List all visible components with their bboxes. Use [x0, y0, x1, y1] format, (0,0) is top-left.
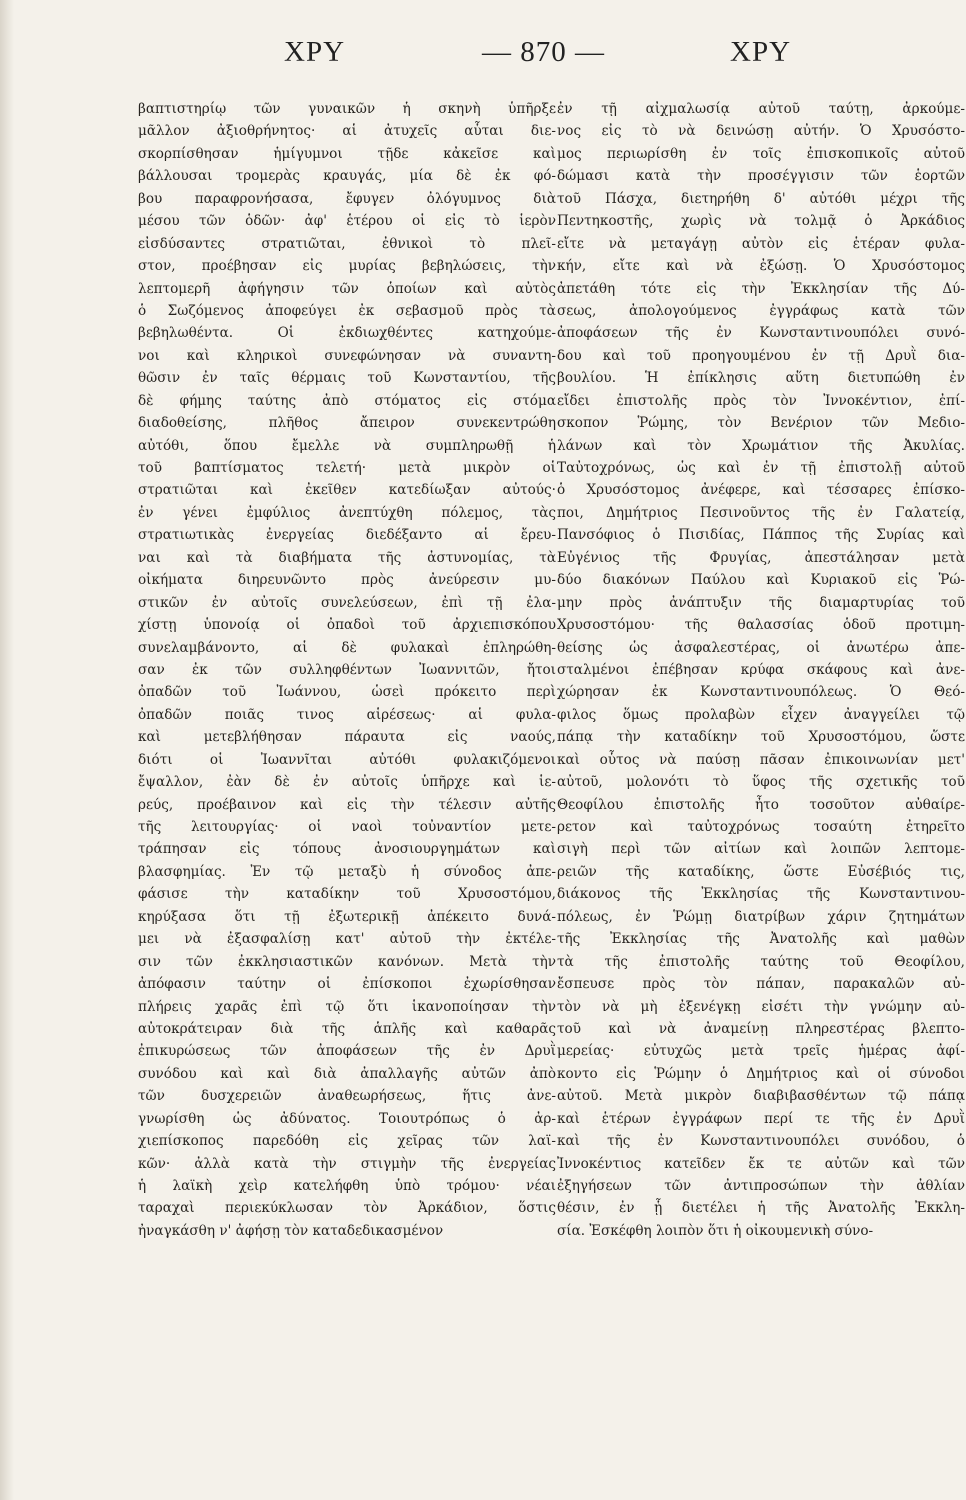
text-line: τὸν νὰ μὴ ἐξενέγκῃ εἰσέτι τὴν γνώμην αὐ- [557, 998, 965, 1015]
text-line: ρεύς, προέβαινον καὶ εἰς τὴν τέλεσιν αὐτῆς [138, 796, 556, 813]
text-line: ἔψαλλον, ἐὰν δὲ ἐν αὐτοῖς ὑπῆρχε καὶ ἱε- [138, 774, 556, 791]
page-spine-shadow [0, 0, 14, 1500]
text-line: ἐπικυρώσεως τῶν ἀποφάσεων τῆς ἐν Δρυῒ [138, 1043, 556, 1060]
text-line: σκορπίσθησαν ἡμίγυμνοι τῇδε κἀκεῖσε καὶ [138, 145, 556, 162]
text-line: κήν, εἴτε καὶ νὰ ἐξώσῃ. Ὁ Χρυσόστομος [557, 258, 965, 275]
text-line: Πανσόφιος ὁ Πισιδίας, Πάππος τῆς Συρίας καὶ [557, 527, 965, 544]
text-line: τῆς λειτουργίας· οἱ ναοὶ τοὐναντίον μετε- [138, 819, 556, 835]
text-line: Εὐγένιος τῆς Φρυγίας, ἀπεστάλησαν μετὰ [557, 549, 965, 566]
text-line: σαν ἐκ τῶν συλληφθέντων Ἰωαννιτῶν, ἤτοι [138, 661, 556, 678]
text-line: συνόδου καὶ καὶ διὰ ἀπαλλαγῆς αὐτῶν ἀπὸ [138, 1065, 556, 1082]
text-line: δύο διακόνων Παύλου καὶ Κυριακοῦ εἰς Ῥώ- [557, 572, 965, 589]
text-line: νος εἰς τὸ νὰ δεινώσῃ αὐτήν. Ὁ Χρυσόστο- [557, 123, 965, 140]
text-line: θείσης ὡς ἀσφαλεστέρας, οἱ ἀνωτέρω ἀπε- [557, 639, 965, 656]
text-line: εἴδει ἐπιστολῆς πρὸς τὸν Ἰννοκέντιον, ἐπί- [557, 392, 965, 409]
text-line: αὐτοῦ, μολονότι τὸ ὕφος τῆς σχετικῆς τοῦ [557, 774, 965, 791]
text-line: οἰκήματα διηρευνῶντο πρὸς ἀνεύρεσιν μυ- [138, 572, 556, 589]
text-line: ταραχαὶ περιεκύκλωσαν τὸν Ἀρκάδιον, ὅστις [138, 1200, 556, 1217]
text-line: αὐτοκράτειραν διὰ τῆς ἁπλῆς καὶ καθαρᾶς [138, 1020, 556, 1037]
text-line: Θεοφίλου ἐπιστολῆς ἦτο τοσοῦτον αὐθαίρε- [557, 796, 965, 813]
text-line: ἐξηγήσεων τῶν ἀντιπροσώπων τὴν ἀθλίαν [557, 1178, 965, 1194]
text-line: φιλος ὅμως προλαβὼν εἶχεν ἀναγγείλει τῷ [557, 706, 965, 723]
text-line: στικῶν ἐν αὐτοῖς συνελεύσεων, ἐπὶ τῇ ἐλα- [138, 594, 556, 611]
text-line: στον, προέβησαν εἰς μυρίας βεβηλώσεις, τὴν [138, 258, 556, 275]
text-line: σκοπον Ῥώμης, τὸν Βενέριον τῶν Μεδιο- [557, 415, 965, 432]
text-line: βλασφημίας. Ἐν τῷ μεταξὺ ἡ σύνοδος ἀπε- [138, 863, 556, 880]
text-line: καὶ οὗτος νὰ παύσῃ πᾶσαν ἐπικοινωνίαν μετ' [557, 751, 965, 768]
text-line: ποι, Δημήτριος Πεσινοῦντος τῆς ἐν Γαλατείᾳ, [557, 504, 965, 521]
text-line: τοῦ βαπτίσματος τελετή· μετὰ μικρὸν οἱ [138, 460, 556, 476]
page-number: — 870 — [482, 36, 605, 68]
text-line: τῆς Ἐκκλησίας τῆς Ἀνατολῆς καὶ μαθὼν [557, 931, 965, 948]
text-column-right [557, 98, 965, 1242]
text-line: κῶν· ἀλλὰ κατὰ τὴν στιγμὴν τῆς ἐνεργείας [138, 1155, 556, 1172]
text-line: ἀπετάθη τότε εἰς τὴν Ἐκκλησίαν τῆς Δύ- [557, 280, 965, 297]
text-line: στρατιῶται καὶ ἐκεῖθεν κατεδίωξαν αὐτούς· [138, 482, 556, 499]
text-line: λάνων καὶ τὸν Χρωμάτιον τῆς Ἀκυλίας. [557, 437, 965, 454]
text-line: νοι καὶ κληρικοὶ συνεφώνησαν νὰ συναντη- [138, 347, 556, 364]
text-line: τῶν δυσχερειῶν ἀναθεωρήσεως, ἥτις ἀνε- [138, 1088, 556, 1105]
text-line: γνωρίσθη ὡς ἀδύνατος. Τοιουτρόπως ὁ ἀρ- [138, 1110, 556, 1127]
text-line: μει νὰ ἐξασφαλίσῃ κατ' αὐτοῦ τὴν ἐκτέλε- [138, 931, 556, 948]
text-line: ἐν τῇ αἰχμαλωσίᾳ αὐτοῦ ταύτῃ, ἀρκούμε- [557, 101, 965, 117]
text-line: ἀπόφασιν ταύτην οἱ ἐπίσκοποι ἐχωρίσθησαν [138, 976, 556, 993]
text-line: ἔσπευσε πρὸς τὸν πάπαν, παρακαλῶν αὐ- [557, 976, 965, 993]
text-line: Χρυσοστόμου· τῆς θαλασσίας ὁδοῦ προτιμη- [557, 617, 965, 634]
text-line: μερείας· εὐτυχῶς μετὰ τρεῖς ἡμέρας ἀφί- [557, 1043, 965, 1060]
text-line: θέσιν, ἐν ᾗ διετέλει ἡ τῆς Ἀνατολῆς Ἐκκλη- [557, 1200, 965, 1217]
text-line: κοντο εἰς Ῥώμην ὁ Δημήτριος καὶ οἱ σύνοδοι [557, 1065, 965, 1082]
text-column-left [138, 98, 556, 1242]
text-line: ρειῶν τῆς καταδίκης, ὥστε Εὐσέβιός τις, [557, 863, 965, 880]
text-line: εἴτε νὰ μεταγάγῃ αὐτὸν εἰς ἑτέραν φυλα- [557, 235, 965, 252]
text-line: διάκονος τῆς Ἐκκλησίας τῆς Κωνσταντινου- [557, 886, 965, 903]
text-line: διότι οἱ Ἰωαννῖται αὐτόθι φυλακιζόμενοι [138, 751, 556, 768]
text-line: αὐτοῦ. Μετὰ μικρὸν διαβιβασθέντων τῷ πάπᾳ [557, 1088, 965, 1105]
text-line: διαδοθείσης, πλῆθος ἄπειρον συνεκεντρώθη [138, 415, 556, 432]
text-line: κηρύξασα ὅτι τῇ ἐξωτερικῇ ἀπέκειτο δυνά- [138, 908, 556, 925]
text-line: καὶ μετεβλήθησαν πάραυτα εἰς ναούς, [138, 729, 556, 746]
text-line: καὶ ἑτέρων ἐγγράφων περί τε τῆς ἐν Δρυῒ [557, 1110, 965, 1127]
text-line: τὰ τῆς ἐπιστολῆς ταύτης τοῦ Θεοφίλου, [557, 953, 965, 970]
text-line: αὐτόθι, ὅπου ἔμελλε νὰ συμπληρωθῇ ἡ [138, 437, 556, 454]
text-line: χιεπίσκοπος παρεδόθη εἰς χεῖρας τῶν λαϊ- [138, 1133, 556, 1150]
text-line: δου καὶ τοῦ προηγουμένου ἐν τῇ Δρυῒ δια- [557, 347, 965, 364]
text-line: ὁ Σωζόμενος ἀποφεύγει ἐκ σεβασμοῦ πρὸς τὰ [138, 302, 556, 319]
text-line: βαπτιστηρίῳ τῶν γυναικῶν ἡ σκηνὴ ὑπῆρξε [138, 101, 556, 117]
text-line: ναι καὶ τὰ διαβήματα τῆς ἀστυνομίας, τὰ [138, 549, 556, 566]
text-line: δώμασι κατὰ τὴν προσέγγισιν τῶν ἑορτῶν [557, 168, 965, 185]
text-line: βεβηλωθέντα. Οἱ ἐκδιωχθέντες κατηχούμε- [138, 325, 556, 342]
header-left-guideword: ΧΡΥ [284, 36, 346, 68]
text-line: λεπτομερῆ ἀφήγησιν τῶν ὁποίων καὶ αὐτὸς [138, 280, 556, 297]
text-line: μέσου τῶν ὁδῶν· ἀφ' ἑτέρου οἱ εἰς τὸ ἱερὸν [138, 213, 556, 230]
text-line: εἰσδύσαντες στρατιῶται, ἐθνικοὶ τὸ πλεῖ- [138, 235, 556, 252]
text-line: τοῦ καὶ νὰ ἀναμείνῃ πληρεστέρας βλεπτο- [557, 1020, 965, 1037]
text-line: μᾶλλον ἀξιοθρήνητος· αἱ ἀτυχεῖς αὗται διε- [138, 123, 556, 140]
header-right-guideword: ΧΡΥ [730, 36, 792, 68]
text-line: δὲ φήμης ταύτης ἀπὸ στόματος εἰς στόμα [138, 392, 556, 409]
text-line: βάλλουσαι τρομερὰς κραυγάς, μία δὲ ἐκ φό- [138, 168, 556, 185]
text-line: πόλεως, ἐν Ῥώμῃ διατρίβων χάριν ζητημάτων [557, 908, 965, 925]
text-line: καὶ τῆς ἐν Κωνσταντινουπόλει συνόδου, ὁ [557, 1133, 965, 1150]
text-line: ἀποφάσεων τῆς ἐν Κωνσταντινουπόλει συνό- [557, 325, 965, 342]
text-line: σταλμένοι ἐπέβησαν κρύφα σκάφους καὶ ἀνε- [557, 661, 965, 678]
text-line: χίστῃ ὑπονοίᾳ οἱ ὀπαδοὶ τοῦ ἀρχιεπισκόπου [138, 617, 556, 634]
text-line: ἐν γένει ἐμφύλιος ἀνεπτύχθη πόλεμος, τὰς [138, 504, 556, 521]
page-header [0, 36, 966, 76]
text-line: ρετον καὶ ταὐτοχρόνως τοσαύτη ἐτηρεῖτο [557, 819, 965, 835]
text-line: φάσισε τὴν καταδίκην τοῦ Χρυσοστόμου, [138, 886, 556, 903]
text-line: ἡ λαϊκὴ χεὶρ κατελήφθη ὑπὸ τρόμου· νέαι [138, 1178, 556, 1194]
text-line: θῶσιν ἐν ταῖς θέρμαις τοῦ Κωνσταντίου, τῆς [138, 370, 556, 387]
text-line: Πεντηκοστῆς, χωρὶς νὰ τολμᾷ ὁ Ἀρκάδιος [557, 213, 965, 230]
text-line: σεως, ἀπολογούμενος ἐγγράφως κατὰ τῶν [557, 302, 965, 319]
text-line: τράπησαν εἰς τόπους ἀνοσιουργημάτων καὶ [138, 841, 556, 858]
text-line: συνελαμβάνοντο, αἱ δὲ φυλακαὶ ἐπληρώθη- [138, 639, 556, 656]
text-line: βου παραφρονήσασα, ἔφυγεν ὀλόγυμνος διὰ [138, 190, 556, 207]
text-line: πάπᾳ τὴν καταδίκην τοῦ Χρυσοστόμου, ὥστε [557, 729, 965, 746]
text-line: σιγὴ περὶ τῶν αἰτίων καὶ λοιπῶν λεπτομε- [557, 841, 965, 858]
text-line: ἠναγκάσθη ν' ἀφήσῃ τὸν καταδεδικασμένον [138, 1222, 444, 1239]
text-line: ὀπαδῶν ποιᾶς τινος αἱρέσεως· αἱ φυλα- [138, 706, 556, 723]
text-line: πλήρεις χαρᾶς ἐπὶ τῷ ὅτι ἱκανοποίησαν τὴν [138, 998, 556, 1015]
text-line: στρατιωτικὰς ἐνεργείας διεδέξαντο αἱ ἔρευ- [138, 527, 556, 544]
text-line: μος περιωρίσθη ἐν τοῖς ἐπισκοπικοῖς αὐτοῦ [557, 145, 965, 162]
text-line: σία. Ἐσκέφθη λοιπὸν ὅτι ἡ οἰκουμενικὴ σύνο- [557, 1222, 874, 1239]
text-line: Ἰννοκέντιος κατεῖδεν ἔκ τε αὐτῶν καὶ τῶν [557, 1155, 965, 1172]
text-line: βουλίου. Ἡ ἐπίκλησις αὕτη διετυπώθη ἐν [557, 370, 965, 387]
text-line: χώρησαν ἐκ Κωνσταντινουπόλεως. Ὁ Θεό- [557, 684, 965, 701]
text-line: ὀπαδῶν τοῦ Ἰωάννου, ὡσεὶ πρόκειτο περὶ [138, 684, 556, 701]
text-line: τοῦ Πάσχα, διετηρήθη δ' αὐτόθι μέχρι τῆς [557, 190, 965, 207]
text-line: σιν τῶν ἐκκλησιαστικῶν κανόνων. Μετὰ τὴν [138, 953, 556, 970]
text-line: μην πρὸς ἀνάπτυξιν τῆς διαμαρτυρίας τοῦ [557, 594, 965, 611]
text-line: Ταὐτοχρόνως, ὡς καὶ ἐν τῇ ἐπιστολῇ αὐτοῦ [557, 460, 965, 476]
text-line: ὁ Χρυσόστομος ἀνέφερε, καὶ τέσσαρες ἐπίσκο- [557, 482, 965, 499]
